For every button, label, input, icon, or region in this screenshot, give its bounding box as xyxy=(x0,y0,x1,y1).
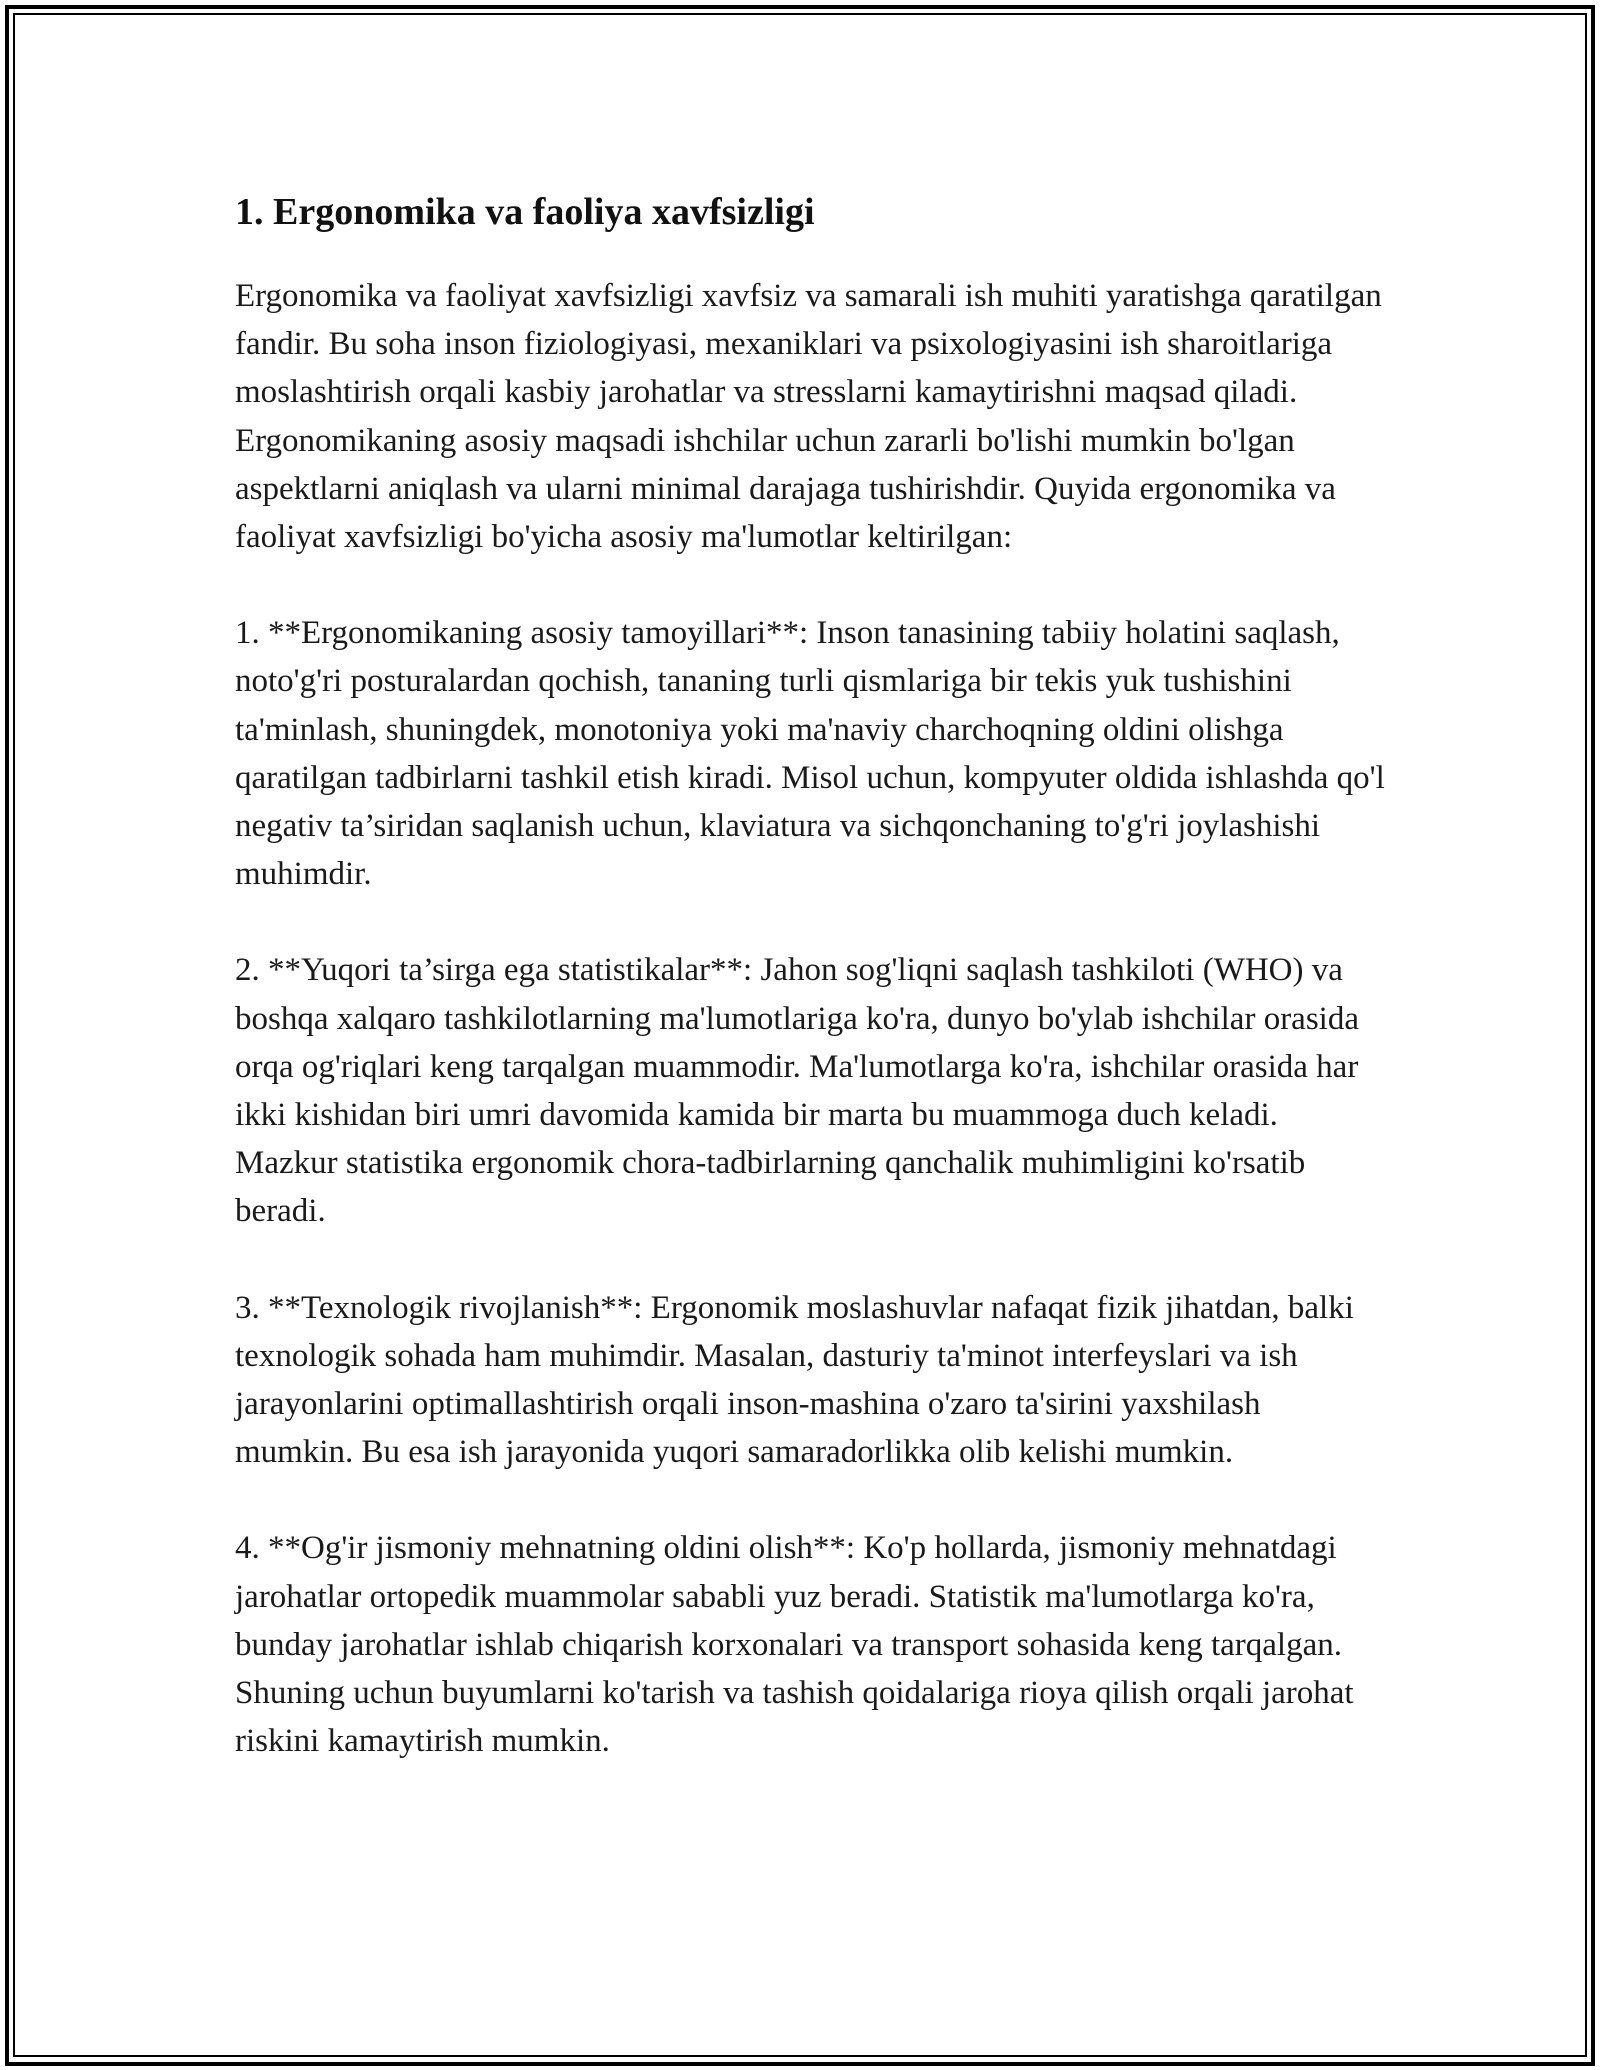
document-title: 1. Ergonomika va faoliya xavfsizligi xyxy=(235,191,815,233)
paragraph-technology: 3. **Texnologik rivojlanish**: Ergonomik moslashuvlar nafaqat fizik jihatdan, balki texnologik sohada ham muhimdir. Masalan, dasturiy ta'minot interfeyslari va ish jarayonlarini optimallashtirish orqali inson-mashina o'zaro ta'sirini yaxshilash mumkin. Bu esa ish jarayonida yuqori samaradorlikka olib kelishi mumkin. xyxy=(235,1289,1354,1471)
document-body xyxy=(235,186,1385,1813)
paragraph-physical-labor: 4. **Og'ir jismoniy mehnatning oldini olish**: Ko'p hollarda, jismoniy mehnatdagi jarohatlar ortopedik muammolar sababli yuz beradi. Statistik ma'lumotlarga ko'ra, bunday jarohatlar ishlab chiqarish korxonalari va transport sohasida keng tarqalgan. Shuning uchun buyumlarni ko'tarish va tashish qoidalariga rioya qilish orqali jarohat riskini kamaytirish mumkin. xyxy=(235,1530,1354,1760)
intro-paragraph: Ergonomika va faoliyat xavfsizligi xavfsiz va samarali ish muhiti yaratishga qaratilgan fandir. Bu soha inson fiziologiyasi, mexaniklari va psixologiyasini ish sharoitlariga moslashtirish orqali kasbiy jarohatlar va stresslarni kamaytirishni maqsad qiladi. Ergonomikaning asosiy maqsadi ishchilar uchun zararli bo'lishi mumkin bo'lgan aspektlarni aniqlash va ularni minimal darajaga tushirishdir. Quyida ergonomika va faoliyat xavfsizligi bo'yicha asosiy ma'lumotlar keltirilgan: xyxy=(235,278,1382,556)
paragraph-ergonomics-principles: 1. **Ergonomikaning asosiy tamoyillari**: Inson tanasining tabiiy holatini saqlash, noto'g'ri posturalardan qochish, tananing turli qismlariga bir tekis yuk tushishini ta'minlash, shuningdek, monotoniya yoki ma'naviy charchoqning oldini olishga qaratilgan tadbirlarni tashkil etish kiradi. Misol uchun, kompyuter oldida ishlashda qo'l negativ ta’siridan saqlanish uchun, klaviatura va sichqonchaning to'g'ri joylashishi muhimdir. xyxy=(235,615,1385,893)
paragraph-statistics: 2. **Yuqori ta’sirga ega statistikalar**: Jahon sog'liqni saqlash tashkiloti (WHO) va boshqa xalqaro tashkilotlarning ma'lumotlariga ko'ra, dunyo bo'ylab ishchilar orasida orqa og'riqlari keng tarqalgan muammodir. Ma'lumotlarga ko'ra, ishchilar orasida har ikki kishidan biri umri davomida kamida bir marta bu muammoga duch keladi. Mazkur statistika ergonomik chora-tadbirlarning qanchalik muhimligini ko'rsatib beradi. xyxy=(235,952,1359,1230)
